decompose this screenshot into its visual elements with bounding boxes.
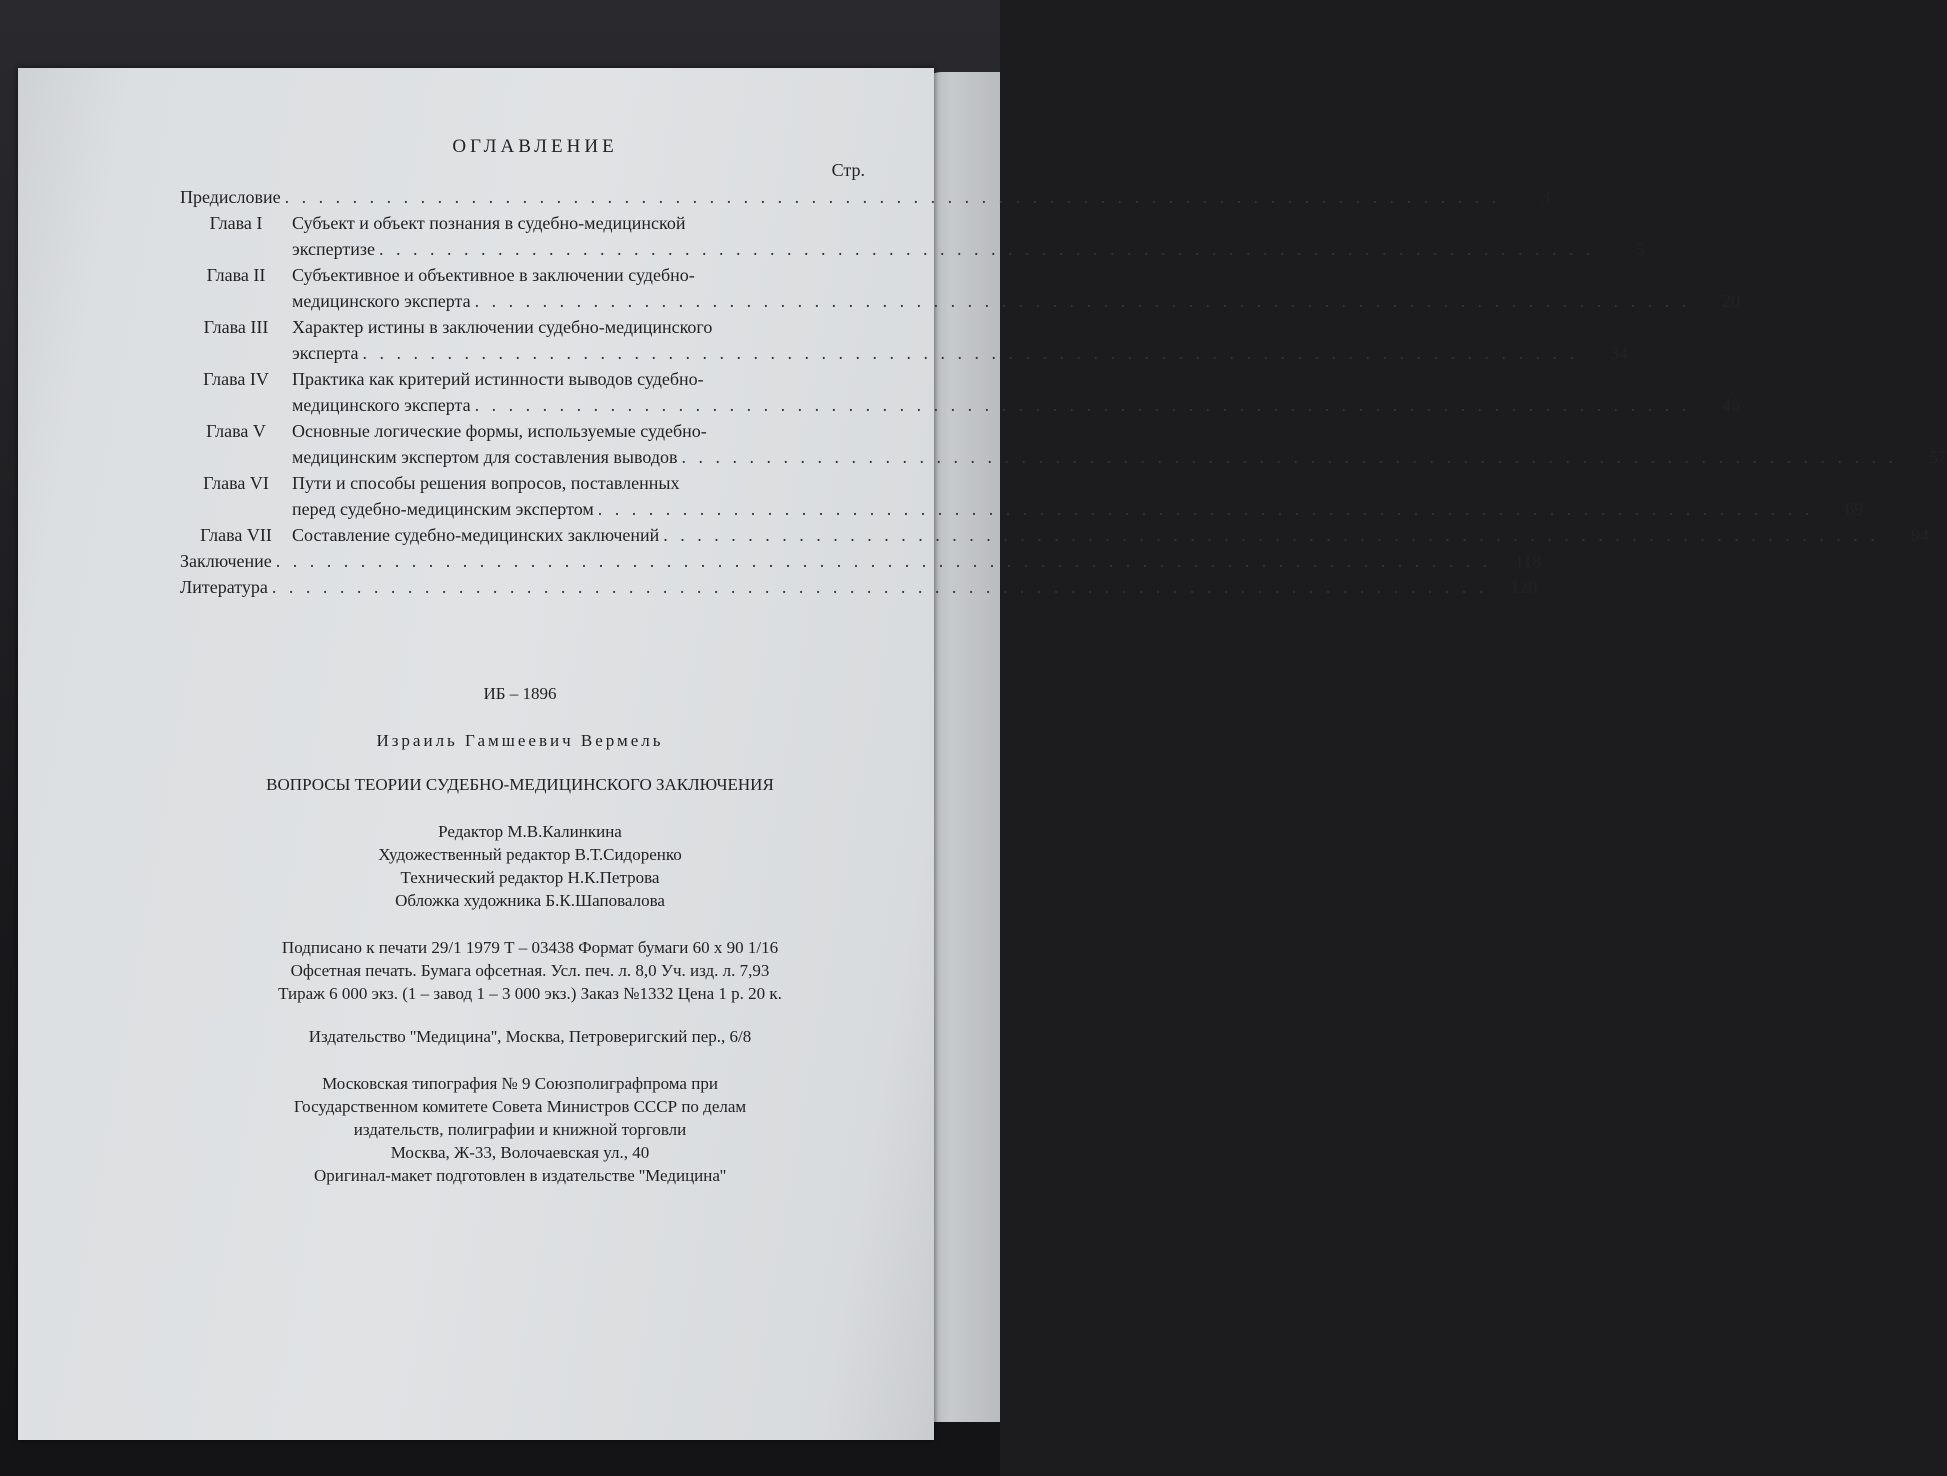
toc-chapter-label: Глава V bbox=[206, 421, 266, 441]
page-column-label: Стр. bbox=[831, 160, 865, 180]
toc-entry-line bbox=[292, 340, 1628, 366]
toc-chapter-label: Глава I bbox=[209, 213, 263, 233]
toc-page-number: 118 bbox=[1514, 551, 1542, 571]
publisher-line: Издательство ''Медицина'', Москва, Петроверигский пер., 6/8 bbox=[308, 1027, 752, 1046]
toc-entry-text: перед судебно-медицинским экспертом bbox=[292, 499, 594, 519]
toc-leader-dots bbox=[594, 496, 1814, 522]
toc-chapter-label: Глава VI bbox=[203, 473, 269, 493]
toc-entry-text: Основные логические формы, используемые судебно- bbox=[292, 421, 707, 441]
toc-page-number: 3 bbox=[1541, 187, 1551, 207]
toc-entry-line bbox=[292, 444, 1947, 470]
toc-entry-text: Литература bbox=[180, 577, 268, 597]
book-title: ВОПРОСЫ ТЕОРИИ СУДЕБНО-МЕДИЦИНСКОГО ЗАКЛЮЧЕНИЯ bbox=[266, 775, 774, 794]
printer-line: Москва, Ж-33, Волочаевская ул., 40 bbox=[390, 1143, 650, 1162]
print-detail-line: Офсетная печать. Бумага офсетная. Усл. печ. л. 8,0 Уч. изд. л. 7,93 bbox=[290, 961, 770, 980]
toc-entry bbox=[180, 470, 1864, 522]
toc-leader-dots bbox=[281, 184, 1501, 210]
toc-entry-line bbox=[292, 288, 1740, 314]
toc-entry-line bbox=[180, 574, 1537, 600]
toc-page-number: 5 bbox=[1635, 239, 1645, 259]
toc-leader-dots bbox=[659, 522, 1879, 548]
toc-entry-line bbox=[292, 496, 1863, 522]
toc-chapter-label: Глава III bbox=[203, 317, 269, 337]
editor-line: Редактор М.В.Калинкина bbox=[438, 822, 622, 841]
toc-leader-dots bbox=[358, 340, 1578, 366]
editor-line: Технический редактор Н.К.Петрова bbox=[400, 868, 660, 887]
printer-line: издательств, полиграфии и книжной торговли bbox=[353, 1120, 687, 1139]
toc-page-number: 46 bbox=[1722, 395, 1741, 415]
toc-entry-line bbox=[292, 522, 1929, 548]
toc-page-number: 34 bbox=[1609, 343, 1628, 363]
toc-entry-text: эксперта bbox=[292, 343, 359, 363]
toc-entry-text: медицинского эксперта bbox=[292, 291, 471, 311]
toc-entry-text: Составление судебно-медицинских заключений bbox=[292, 525, 660, 545]
editor-line: Обложка художника Б.К.Шаповалова bbox=[395, 891, 665, 910]
toc-chapter-label: Глава VII bbox=[200, 525, 272, 545]
toc-entry-text: Пути и способы решения вопросов, поставленных bbox=[292, 473, 680, 493]
table-of-contents bbox=[180, 184, 1947, 600]
printer-line: Государственном комитете Совета Министров СССР по делам bbox=[293, 1097, 747, 1116]
toc-leader-dots bbox=[375, 236, 1595, 262]
author-name: Израиль Гамшеевич Вермель bbox=[376, 731, 664, 750]
toc-entry-text: Характер истины в заключении судебно-медицинского bbox=[292, 317, 713, 337]
print-details-block bbox=[0, 936, 1060, 1005]
toc-entry bbox=[180, 522, 1929, 548]
toc-entry-text: экспертизе bbox=[292, 239, 375, 259]
toc-chapter-label: Глава II bbox=[206, 265, 266, 285]
toc-entry-text: Практика как критерий истинности выводов судебно- bbox=[292, 369, 704, 389]
toc-entry bbox=[180, 418, 1947, 470]
ib-number: ИБ – 1896 bbox=[483, 684, 557, 703]
toc-page-number: 120 bbox=[1510, 577, 1538, 597]
toc-entry-text: Предисловие bbox=[180, 187, 281, 207]
print-detail-line: Подписано к печати 29/1 1979 Т – 03438 Формат бумаги 60 х 90 1/16 bbox=[281, 938, 779, 957]
toc-entry-text: медицинского эксперта bbox=[292, 395, 471, 415]
printer-line: Оригинал-макет подготовлен в издательстве ''Медицина'' bbox=[313, 1166, 727, 1185]
toc-leader-dots bbox=[268, 574, 1488, 600]
toc-entry-line bbox=[292, 236, 1645, 262]
toc-entry bbox=[180, 184, 1551, 210]
toc-entry bbox=[180, 574, 1538, 600]
toc-page-number: 94 bbox=[1910, 525, 1929, 545]
editors-block bbox=[0, 820, 1060, 912]
toc-chapter-label: Глава IV bbox=[203, 369, 269, 389]
toc-leader-dots bbox=[471, 392, 1691, 418]
toc-leader-dots bbox=[471, 288, 1691, 314]
toc-page-number: 57 bbox=[1928, 447, 1947, 467]
toc-entry bbox=[180, 262, 1741, 314]
toc-title: ОГЛАВЛЕНИЕ bbox=[452, 136, 618, 157]
toc-entry-line bbox=[292, 392, 1740, 418]
toc-leader-dots bbox=[677, 444, 1897, 470]
toc-page-number: 69 bbox=[1845, 499, 1864, 519]
toc-entry-text: Заключение bbox=[180, 551, 272, 571]
toc-entry bbox=[180, 210, 1645, 262]
toc-entry bbox=[180, 314, 1628, 366]
printer-block bbox=[0, 1072, 1040, 1187]
toc-entry-line bbox=[180, 548, 1541, 574]
toc-entry-text: Субъективное и объективное в заключении судебно- bbox=[292, 265, 695, 285]
print-detail-line: Тираж 6 000 экз. (1 – завод 1 – 3 000 экз.) Заказ №1332 Цена 1 р. 20 к. bbox=[278, 984, 782, 1003]
toc-leader-dots bbox=[272, 548, 1492, 574]
toc-entry bbox=[180, 548, 1542, 574]
editor-line: Художественный редактор В.Т.Сидоренко bbox=[378, 845, 682, 864]
toc-entry-text: Субъект и объект познания в судебно-медицинской bbox=[292, 213, 686, 233]
toc-entry-line bbox=[180, 184, 1550, 210]
toc-page-number: 20 bbox=[1722, 291, 1741, 311]
toc-entry-text: медицинским экспертом для составления выводов bbox=[292, 447, 678, 467]
printer-line: Московская типография № 9 Союзполиграфпрома при bbox=[322, 1074, 718, 1093]
toc-entry bbox=[180, 366, 1741, 418]
